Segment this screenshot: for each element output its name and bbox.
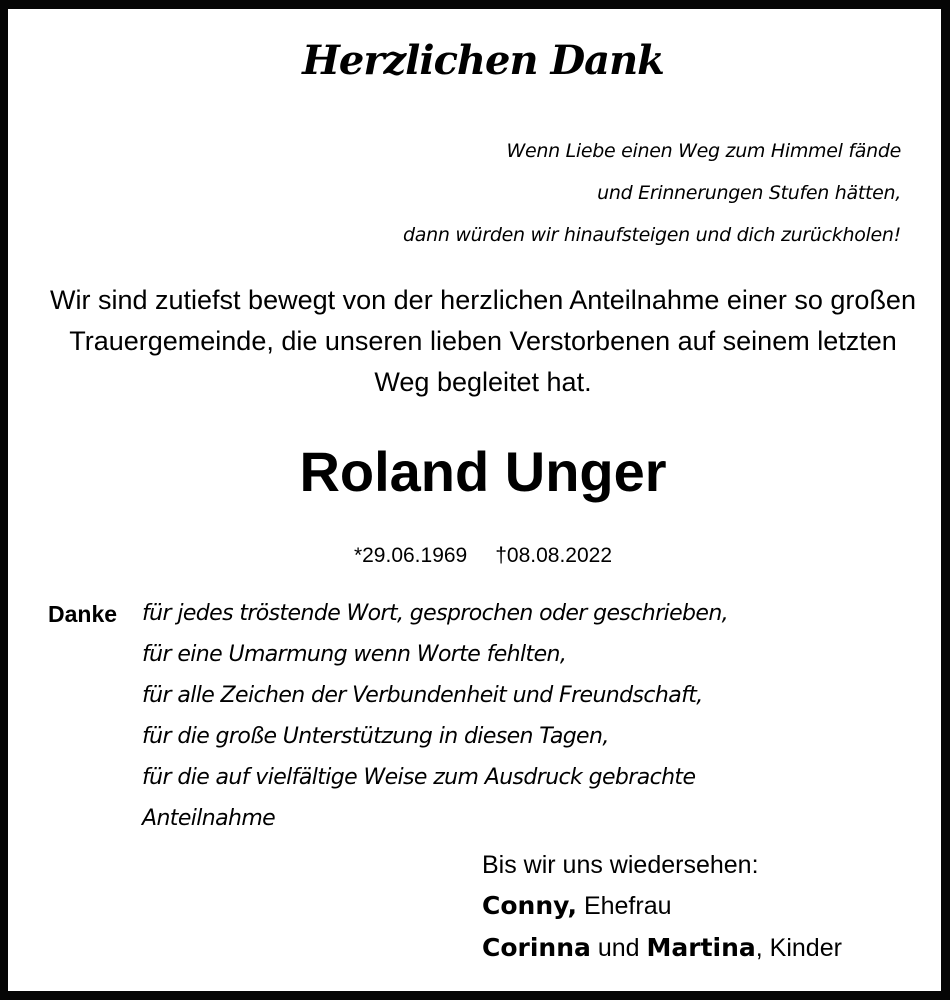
thanks-lead-word: Danke [48,601,118,627]
poem-line-1: Wenn Liebe einen Weg zum Himmel fände [506,140,901,162]
thanks-line-4: für die große Unterstützung in diesen Tagen, [142,724,609,749]
poem-line-2: und Erinnerungen Stufen hätten, [597,182,901,204]
thanks-line-2: für eine Umarmung wenn Worte fehlten, [142,642,567,667]
child-name-1: Corinna [482,933,591,962]
birth-date: *29.06.1969 [353,544,468,567]
intro-text: Wir sind zutiefst bewegt von der herzlichen Anteilnahme einer so großen Trauergemeinde, die unseren lieben Verstorbenen auf seinem letzten Weg begleitet hat. [50,285,916,397]
deceased-name: Roland Unger [299,440,667,503]
children-role: , Kinder [755,934,842,962]
thanks-line-6: Anteilnahme [142,806,276,831]
thanks-line-3: für alle Zeichen der Verbundenheit und Freundschaft, [142,683,703,708]
spouse-name: Conny, [482,891,577,920]
life-dates [8,544,950,568]
thanks-line-1: für jedes tröstende Wort, gesprochen oder geschrieben, [142,601,729,626]
spouse-line [482,891,672,921]
child-name-2: Martina [646,933,756,962]
heading-title: Herzlichen Dank [302,37,664,84]
spouse-role: Ehefrau [583,892,672,920]
intro-paragraph [8,280,950,403]
poem-line-3: dann würden wir hinaufsteigen und dich zurückholen! [403,224,901,246]
children-connector: und [597,934,640,962]
thanks-line-5: für die auf vielfältige Weise zum Ausdruck gebrachte [142,765,696,790]
closing-line: Bis wir uns wiedersehen: [482,851,759,879]
death-date: †08.08.2022 [495,544,613,567]
children-line [482,933,842,963]
